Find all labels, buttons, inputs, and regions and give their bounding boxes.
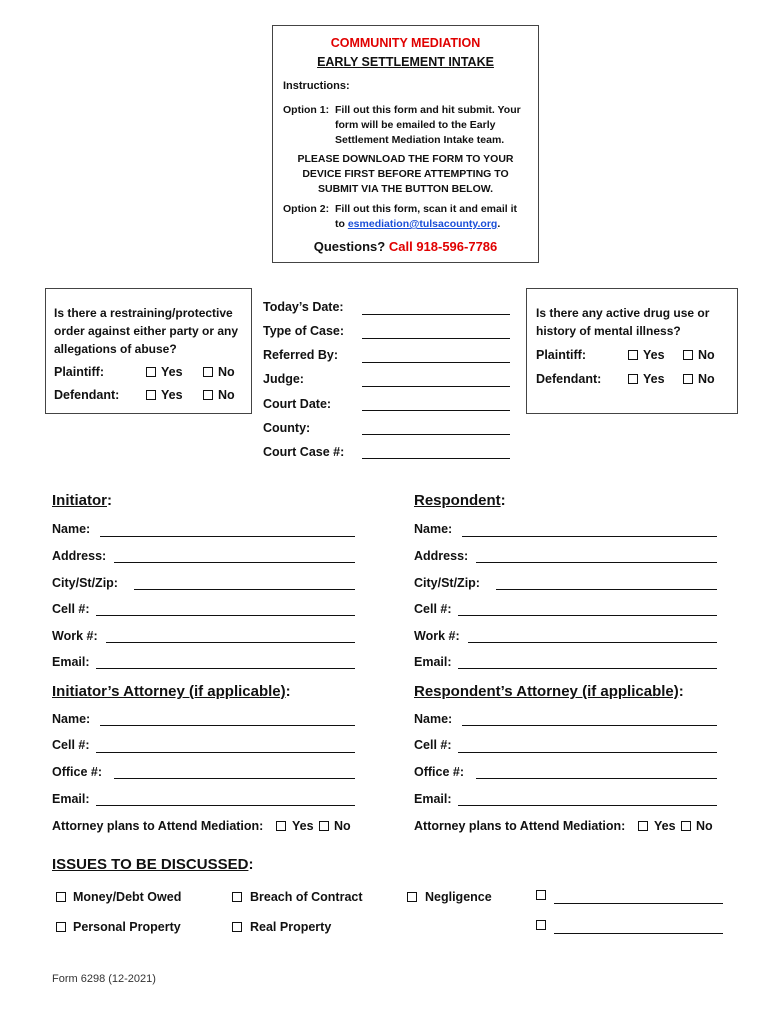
restraining-plaintiff-yes-label: Yes	[161, 365, 183, 379]
issues-heading-text: ISSUES TO BE DISCUSSED	[52, 856, 249, 873]
drug-defendant-no-label: No	[698, 372, 715, 386]
option2-prefix: Option 2:	[283, 203, 330, 215]
issue-other-2-field[interactable]	[554, 933, 723, 934]
respondent-attorney-attend-yes-checkbox[interactable]	[638, 821, 648, 831]
respondent-attorney-email-label: Email:	[414, 792, 452, 806]
judge-field[interactable]	[362, 386, 510, 387]
download-notice-3: SUBMIT VIA THE BUTTON BELOW.	[318, 183, 493, 195]
respondent-attorney-cell-label: Cell #:	[414, 738, 452, 752]
initiator-address-label: Address:	[52, 549, 107, 563]
issues-heading	[52, 856, 253, 873]
court-date-field[interactable]	[362, 410, 510, 411]
initiator-heading-colon: :	[107, 492, 112, 509]
issue-negligence-checkbox[interactable]	[407, 892, 417, 902]
option1-text-1: Fill out this form and hit submit. Your	[335, 104, 521, 116]
restraining-question-1: Is there a restraining/protective	[54, 306, 233, 320]
initiator-attorney-office-label: Office #:	[52, 765, 103, 779]
email-link[interactable]: esmediation@tulsacounty.org	[347, 218, 498, 230]
option2-text-2	[335, 218, 500, 230]
drug-plaintiff-yes-label: Yes	[643, 348, 665, 362]
download-notice-2: DEVICE FIRST BEFORE ATTEMPTING TO	[302, 168, 509, 180]
restraining-defendant-label: Defendant:	[54, 388, 120, 402]
respondent-attorney-heading	[414, 683, 684, 700]
restraining-defendant-yes-checkbox[interactable]	[146, 390, 156, 400]
respondent-attorney-name-label: Name:	[414, 712, 453, 726]
drug-plaintiff-no-checkbox[interactable]	[683, 350, 693, 360]
issue-personal-label: Personal Property	[73, 920, 181, 934]
respondent-attorney-email-field[interactable]	[458, 805, 717, 806]
respondent-email-label: Email:	[414, 655, 452, 669]
judge-label: Judge:	[263, 372, 304, 386]
referred-by-label: Referred By:	[263, 348, 339, 362]
respondent-address-field[interactable]	[476, 562, 717, 563]
initiator-cell-label: Cell #:	[52, 602, 90, 616]
respondent-heading-text: Respondent	[414, 492, 501, 509]
issue-breach-checkbox[interactable]	[232, 892, 242, 902]
respondent-work-label: Work #:	[414, 629, 460, 643]
todays-date-field[interactable]	[362, 314, 510, 315]
initiator-attorney-cell-label: Cell #:	[52, 738, 90, 752]
respondent-attorney-heading-text: Respondent’s Attorney (if applicable)	[414, 683, 679, 700]
initiator-attorney-email-label: Email:	[52, 792, 90, 806]
initiator-cell-field[interactable]	[96, 615, 355, 616]
respondent-work-field[interactable]	[468, 642, 717, 643]
initiator-email-field[interactable]	[96, 668, 355, 669]
initiator-attorney-heading-colon: :	[285, 683, 291, 700]
issue-money-checkbox[interactable]	[56, 892, 66, 902]
court-date-label: Court Date:	[263, 397, 332, 411]
issues-heading-colon: :	[248, 856, 254, 873]
issue-real-label: Real Property	[250, 920, 332, 934]
questions-line	[272, 239, 539, 254]
county-field[interactable]	[362, 434, 510, 435]
initiator-city-field[interactable]	[134, 589, 355, 590]
initiator-attorney-attend-yes-label: Yes	[292, 819, 314, 833]
issue-other-1-checkbox[interactable]	[536, 890, 546, 900]
option1-text-2: form will be emailed to the Early	[335, 119, 496, 131]
restraining-defendant-no-label: No	[218, 388, 235, 402]
restraining-plaintiff-yes-checkbox[interactable]	[146, 367, 156, 377]
respondent-cell-label: Cell #:	[414, 602, 452, 616]
option2-text-1: Fill out this form, scan it and email it	[335, 203, 518, 215]
respondent-attorney-name-field[interactable]	[462, 725, 717, 726]
respondent-heading	[414, 492, 506, 509]
initiator-attorney-heading	[52, 683, 291, 700]
initiator-heading	[52, 492, 112, 509]
type-of-case-field[interactable]	[362, 338, 510, 339]
call-number: Call 918-596-7786	[388, 239, 498, 254]
drug-plaintiff-yes-checkbox[interactable]	[628, 350, 638, 360]
referred-by-field[interactable]	[362, 362, 510, 363]
form-number: Form 6298 (12-2021)	[52, 973, 156, 985]
initiator-attorney-attend-no-checkbox[interactable]	[319, 821, 329, 831]
initiator-name-label: Name:	[52, 522, 91, 536]
initiator-work-field[interactable]	[106, 642, 355, 643]
initiator-attorney-heading-text: Initiator’s Attorney (if applicable)	[52, 683, 286, 700]
initiator-address-field[interactable]	[114, 562, 355, 563]
drug-defendant-yes-label: Yes	[643, 372, 665, 386]
drug-plaintiff-no-label: No	[698, 348, 715, 362]
download-notice-1: PLEASE DOWNLOAD THE FORM TO YOUR	[297, 153, 514, 165]
questions-label: Questions?	[313, 239, 386, 254]
drug-defendant-yes-checkbox[interactable]	[628, 374, 638, 384]
respondent-attorney-attend-no-label: No	[696, 819, 713, 833]
restraining-defendant-yes-label: Yes	[161, 388, 183, 402]
initiator-attorney-attend-label: Attorney plans to Attend Mediation:	[52, 819, 264, 833]
respondent-attorney-heading-colon: :	[678, 683, 684, 700]
respondent-attorney-attend-label: Attorney plans to Attend Mediation:	[414, 819, 626, 833]
type-of-case-label: Type of Case:	[263, 324, 345, 338]
drug-defendant-label: Defendant:	[536, 372, 602, 386]
initiator-attorney-name-field[interactable]	[100, 725, 355, 726]
respondent-heading-colon: :	[500, 492, 506, 509]
drug-plaintiff-label: Plaintiff:	[536, 348, 586, 362]
option1-prefix: Option 1:	[283, 104, 330, 116]
respondent-city-label: City/St/Zip:	[414, 576, 480, 590]
respondent-name-field[interactable]	[462, 536, 717, 537]
issue-real-checkbox[interactable]	[232, 922, 242, 932]
initiator-email-label: Email:	[52, 655, 90, 669]
county-label: County:	[263, 421, 311, 435]
drug-question-2: history of mental illness?	[536, 324, 681, 338]
respondent-attorney-attend-yes-label: Yes	[654, 819, 676, 833]
form-subtitle: EARLY SETTLEMENT INTAKE	[317, 55, 494, 69]
respondent-attorney-cell-field[interactable]	[458, 752, 717, 753]
respondent-city-field[interactable]	[496, 589, 717, 590]
initiator-attorney-email-field[interactable]	[96, 805, 355, 806]
drug-defendant-no-checkbox[interactable]	[683, 374, 693, 384]
respondent-cell-field[interactable]	[458, 615, 717, 616]
issue-money-label: Money/Debt Owed	[73, 890, 182, 904]
initiator-heading-text: Initiator	[52, 492, 107, 509]
initiator-attorney-office-field[interactable]	[114, 778, 355, 779]
option2-to: to	[335, 218, 345, 230]
todays-date-label: Today’s Date:	[263, 300, 344, 314]
restraining-plaintiff-label: Plaintiff:	[54, 365, 104, 379]
initiator-attorney-name-label: Name:	[52, 712, 91, 726]
issue-other-1-field[interactable]	[554, 903, 723, 904]
restraining-question-2: order against either party or any	[54, 324, 239, 338]
respondent-address-label: Address:	[414, 549, 469, 563]
court-case-field[interactable]	[362, 458, 510, 459]
issue-other-2-checkbox[interactable]	[536, 920, 546, 930]
option2-period: .	[497, 218, 501, 230]
instructions-label: Instructions:	[283, 80, 350, 92]
option1-text-3: Settlement Mediation Intake team.	[335, 134, 505, 146]
respondent-name-label: Name:	[414, 522, 453, 536]
respondent-email-field[interactable]	[458, 668, 717, 669]
restraining-question-3: allegations of abuse?	[54, 342, 177, 356]
form-title: COMMUNITY MEDIATION	[330, 36, 481, 50]
respondent-attorney-office-label: Office #:	[414, 765, 465, 779]
issue-personal-checkbox[interactable]	[56, 922, 66, 932]
restraining-plaintiff-no-checkbox[interactable]	[203, 367, 213, 377]
restraining-plaintiff-no-label: No	[218, 365, 235, 379]
initiator-name-field[interactable]	[100, 536, 355, 537]
respondent-attorney-attend-no-checkbox[interactable]	[681, 821, 691, 831]
initiator-attorney-attend-no-label: No	[334, 819, 351, 833]
initiator-attorney-attend-yes-checkbox[interactable]	[276, 821, 286, 831]
respondent-attorney-office-field[interactable]	[476, 778, 717, 779]
issue-negligence-label: Negligence	[425, 890, 492, 904]
restraining-defendant-no-checkbox[interactable]	[203, 390, 213, 400]
initiator-city-label: City/St/Zip:	[52, 576, 118, 590]
initiator-work-label: Work #:	[52, 629, 98, 643]
initiator-attorney-cell-field[interactable]	[96, 752, 355, 753]
issue-breach-label: Breach of Contract	[250, 890, 363, 904]
court-case-label: Court Case #:	[263, 445, 345, 459]
drug-question-1: Is there any active drug use or	[536, 306, 710, 320]
